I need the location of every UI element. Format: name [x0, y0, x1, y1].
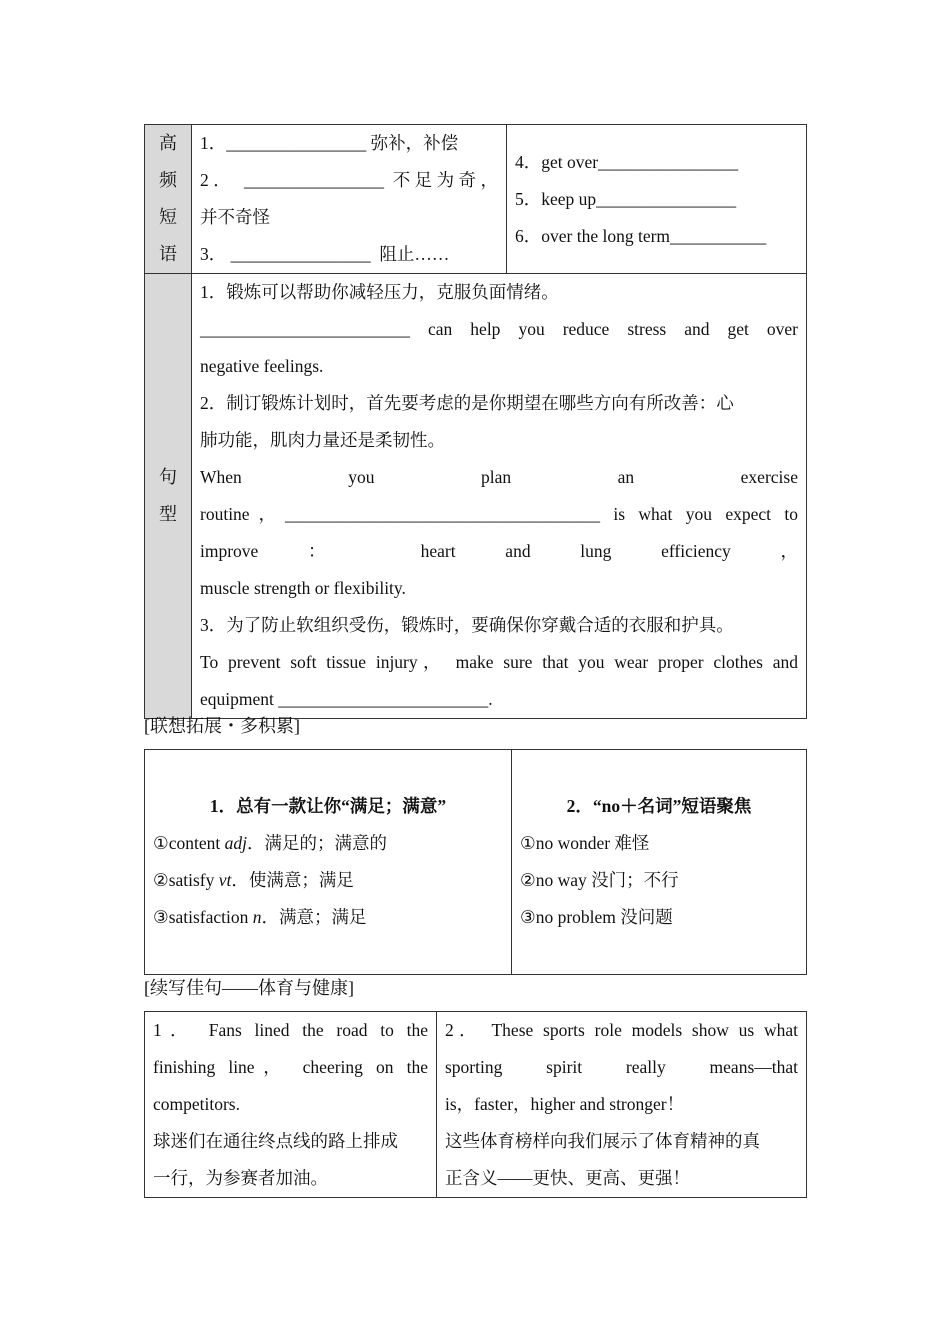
sentence-line: 2． These sports role models show us what	[445, 1020, 798, 1040]
sentence-line: is，faster，higher and stronger！	[445, 1094, 685, 1114]
side-char: 型	[159, 504, 177, 524]
satisfaction-cell	[145, 750, 512, 975]
sentence-line: To prevent soft tissue injury， make sure that you wear proper clothes and	[200, 652, 798, 672]
word-item: ②satisfy vt．使满意；满足	[153, 870, 354, 890]
word-item: ①content adj．满足的；满意的	[153, 833, 387, 853]
phrase-item-1: 1．________________ 弥补，补偿	[200, 133, 459, 153]
satisfaction-title: 1．总有一款让你“满足；满意”	[209, 796, 447, 816]
sentence-line: negative feelings.	[200, 356, 324, 376]
continuation-row	[145, 1012, 807, 1198]
section-heading-expansion: [联想拓展・多积累]	[144, 716, 300, 736]
sentence-line: ________________________ can help you reduce stress and get over	[200, 319, 798, 339]
phrase-item-4: 4．get over________________	[515, 151, 739, 172]
sentence-line: routine，____________________________________ is what you expect to	[200, 504, 798, 524]
phrases-row	[145, 125, 807, 274]
vocab-table	[144, 124, 807, 719]
section-heading-continuation: [续写佳句——体育与健康]	[144, 978, 354, 998]
sentence-line: 球迷们在通往终点线的路上排成	[153, 1131, 398, 1151]
sentences-row	[145, 274, 807, 719]
sentence-line: 正含义——更快、更高、更强！	[445, 1168, 690, 1188]
phrase-item-2: 2． ________________ 不足为奇，	[200, 170, 498, 190]
sentences-cell	[192, 274, 807, 719]
phrases-section-label	[145, 125, 192, 274]
sentence-cell-2	[437, 1012, 807, 1198]
sentence-line: finishing line， cheering on the	[153, 1057, 428, 1077]
side-char: 短	[159, 207, 177, 227]
no-phrases-title: 2．“no＋名词”短语聚焦	[566, 796, 752, 816]
sentence-line: 2．制订锻炼计划时，首先要考虑的是你期望在哪些方向有所改善：心	[200, 393, 734, 413]
continuation-table	[144, 1011, 807, 1198]
sentence-line: competitors.	[153, 1094, 240, 1114]
phrases-right-cell	[507, 125, 807, 274]
expansion-row	[145, 750, 807, 975]
phrase-item-5: 5．keep up________________	[515, 188, 737, 209]
side-char: 语	[159, 244, 177, 264]
sentence-line: 肺功能，肌肉力量还是柔韧性。	[200, 430, 445, 450]
sentence-line: improve ： heart and lung efficiency ，	[200, 541, 798, 561]
sentence-line: equipment ________________________.	[200, 689, 493, 709]
sentence-line: muscle strength or flexibility.	[200, 578, 406, 598]
sentence-line: 1． Fans lined the road to the	[153, 1020, 428, 1040]
sentence-line: sporting spirit really means—that	[445, 1057, 798, 1077]
side-char: 高	[159, 133, 177, 153]
phrases-left-cell	[192, 125, 507, 274]
phrase-item-3: 3． ________________ 阻止……	[200, 244, 450, 264]
sentences-section-label	[145, 274, 192, 719]
sentence-line: 3．为了防止软组织受伤，锻炼时，要确保你穿戴合适的衣服和护具。	[200, 615, 734, 635]
sentence-line: When you plan an exercise	[200, 467, 798, 487]
word-item: ③satisfaction n．满意；满足	[153, 907, 367, 927]
phrase-item-2-cont: 并不奇怪	[200, 207, 270, 227]
phrase-item: ③no problem 没问题	[520, 907, 673, 927]
side-char: 频	[159, 170, 177, 190]
side-char: 句	[159, 467, 177, 487]
sentence-cell-1	[145, 1012, 437, 1198]
sentence-line: 这些体育榜样向我们展示了体育精神的真	[445, 1131, 760, 1151]
expansion-table	[144, 749, 807, 975]
sentence-line: 一行，为参赛者加油。	[153, 1168, 328, 1188]
phrase-item: ①no wonder 难怪	[520, 833, 650, 853]
phrase-item: ②no way 没门；不行	[520, 870, 679, 890]
phrase-item-6: 6．over the long term___________	[515, 225, 767, 246]
sentence-line: 1．锻炼可以帮助你减轻压力，克服负面情绪。	[200, 282, 559, 302]
no-phrases-cell	[512, 750, 807, 975]
